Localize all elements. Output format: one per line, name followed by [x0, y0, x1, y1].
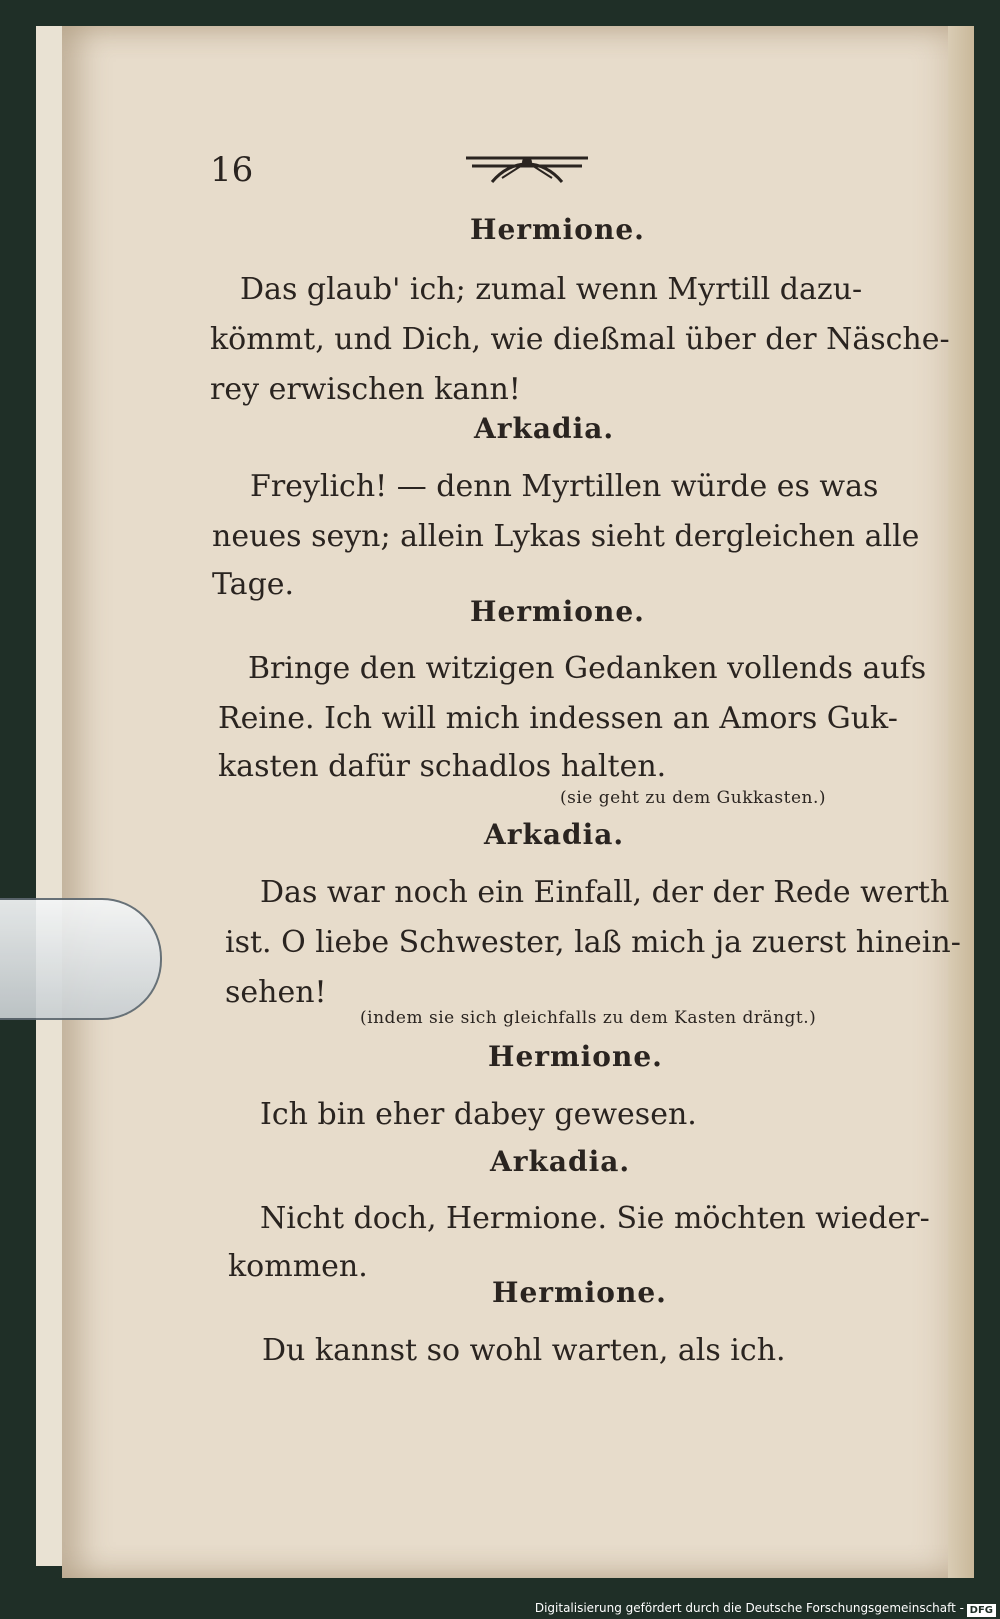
speaker-name: Arkadia. [474, 412, 615, 445]
speaker-name: Arkadia. [484, 818, 625, 851]
text-line: Freylich! — denn Myrtillen würde es was [250, 469, 879, 504]
text-line: ist. O liebe Schwester, laß mich ja zuerst hinein- [225, 925, 961, 960]
text-line: Nicht doch, Hermione. Sie möchten wieder- [260, 1201, 930, 1236]
text-line: Tage. [212, 567, 295, 602]
dfg-logo: DFG [967, 1604, 996, 1617]
speaker-name: Hermione. [470, 595, 645, 628]
digitization-credit: Digitalisierung gefördert durch die Deutsche Forschungsgemeinschaft - [534, 1601, 964, 1615]
speaker-name: Hermione. [488, 1040, 663, 1073]
text-line: Bringe den witzigen Gedanken vollends aufs [248, 651, 927, 686]
text-line: sehen! [225, 975, 327, 1010]
page-holder-clip [0, 898, 162, 1020]
page-edge [948, 26, 974, 1578]
speaker-name: Hermione. [492, 1276, 667, 1309]
text-line: rey erwischen kann! [210, 372, 521, 407]
text-line: Das glaub' ich; zumal wenn Myrtill dazu- [240, 272, 863, 307]
speaker-name: Arkadia. [490, 1145, 631, 1178]
text-line: kömmt, und Dich, wie dießmal über der Näsche- [210, 322, 950, 357]
speaker-name: Hermione. [470, 213, 645, 246]
text-line: Du kannst so wohl warten, als ich. [262, 1333, 786, 1368]
ornament-icon [462, 148, 592, 194]
stage-direction: (indem sie sich gleichfalls zu dem Kasten drängt.) [360, 1008, 817, 1028]
page-number: 16 [210, 150, 254, 190]
text-line: Reine. Ich will mich indessen an Amors Guk- [218, 701, 898, 736]
text-line: kommen. [228, 1249, 368, 1284]
stage-direction: (sie geht zu dem Gukkasten.) [560, 788, 827, 808]
text-line: Ich bin eher dabey gewesen. [260, 1097, 697, 1132]
text-line: Das war noch ein Einfall, der der Rede werth [260, 875, 950, 910]
text-line: neues seyn; allein Lykas sieht dergleichen alle [212, 519, 920, 554]
text-line: kasten dafür schadlos halten. [218, 749, 667, 784]
